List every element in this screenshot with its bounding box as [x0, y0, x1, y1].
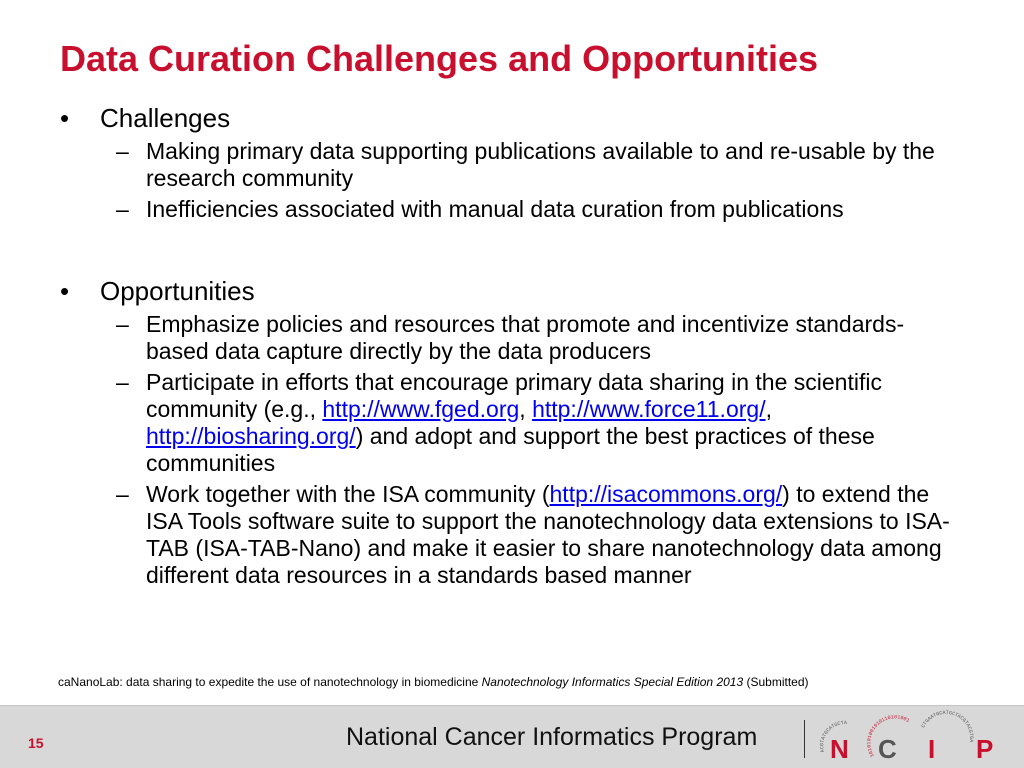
link-fged[interactable]: http://www.fged.org: [322, 396, 520, 422]
sub-bullet-text: Participate in efforts that encourage primary data sharing in the scientific community (e.g., http://www.fged.org, http://www.force11.org/, http://biosharing.org/) and adopt and support the best practices of these communities: [146, 369, 882, 476]
link-force11[interactable]: http://www.force11.org/: [532, 396, 766, 422]
slide-content: [60, 102, 960, 589]
bullet-challenges: [60, 102, 960, 134]
dash-icon: –: [116, 481, 129, 507]
dash-icon: –: [116, 138, 129, 164]
citation-text: caNanoLab: data sharing to expedite the use of nanotechnology in biomedicine: [58, 675, 482, 689]
logo-arc-text-2: 1010101001010110101001: [866, 714, 911, 758]
bullet-icon: •: [60, 276, 70, 306]
ncip-logo: [816, 708, 1016, 768]
page-number: 15: [28, 735, 44, 751]
link-biosharing[interactable]: http://biosharing.org/: [146, 423, 356, 449]
sub-bullet: [60, 369, 960, 477]
sub-bullet: [60, 196, 960, 223]
dash-icon: –: [116, 311, 129, 337]
sub-bullet: [60, 481, 960, 589]
link-isacommons[interactable]: http://isacommons.org/: [549, 481, 783, 507]
bullet-opportunities: [60, 275, 960, 307]
sub-bullet-text: Making primary data supporting publications available to and re-usable by the research community: [146, 138, 935, 191]
citation-status: (Submitted): [743, 675, 809, 689]
slide-title: Data Curation Challenges and Opportunities: [60, 38, 819, 79]
logo-letter-p: P: [976, 734, 994, 764]
citation: [58, 675, 809, 689]
sub-bullet: [60, 138, 960, 192]
footer-divider: [804, 720, 805, 758]
logo-arc-text-1: ACGTATGCATGCTA: [819, 719, 847, 753]
logo-letter-i: I: [928, 734, 936, 764]
sub-bullet-text: Emphasize policies and resources that promote and incentivize standards-based data capture directly by the data producers: [146, 311, 905, 364]
bullet-label: Opportunities: [100, 276, 255, 306]
program-name: National Cancer Informatics Program: [346, 723, 758, 751]
citation-journal: Nanotechnology Informatics Special Edition 2013: [481, 675, 744, 689]
logo-letter-n: N: [830, 734, 849, 764]
logo-letter-c: C: [878, 734, 897, 764]
dash-icon: –: [116, 369, 129, 395]
footer-bar: [0, 705, 1024, 768]
logo-arc-text-3: CTGAATGCATGCTACGTACGTGA: [920, 709, 975, 743]
sub-bullet-text: Work together with the ISA community (http://isacommons.org/) to extend the ISA Tools software suite to support the nanotechnology data extensions to ISA-TAB (ISA-TAB-Nano) and make it easier to share nanotechnology data among different data resources in a standards based manner: [146, 481, 950, 588]
sub-bullet-text: Inefficiencies associated with manual data curation from publications: [146, 196, 844, 222]
bullet-icon: •: [60, 103, 70, 133]
dash-icon: –: [116, 196, 129, 222]
bullet-label: Challenges: [100, 103, 231, 133]
sub-bullet: [60, 311, 960, 365]
